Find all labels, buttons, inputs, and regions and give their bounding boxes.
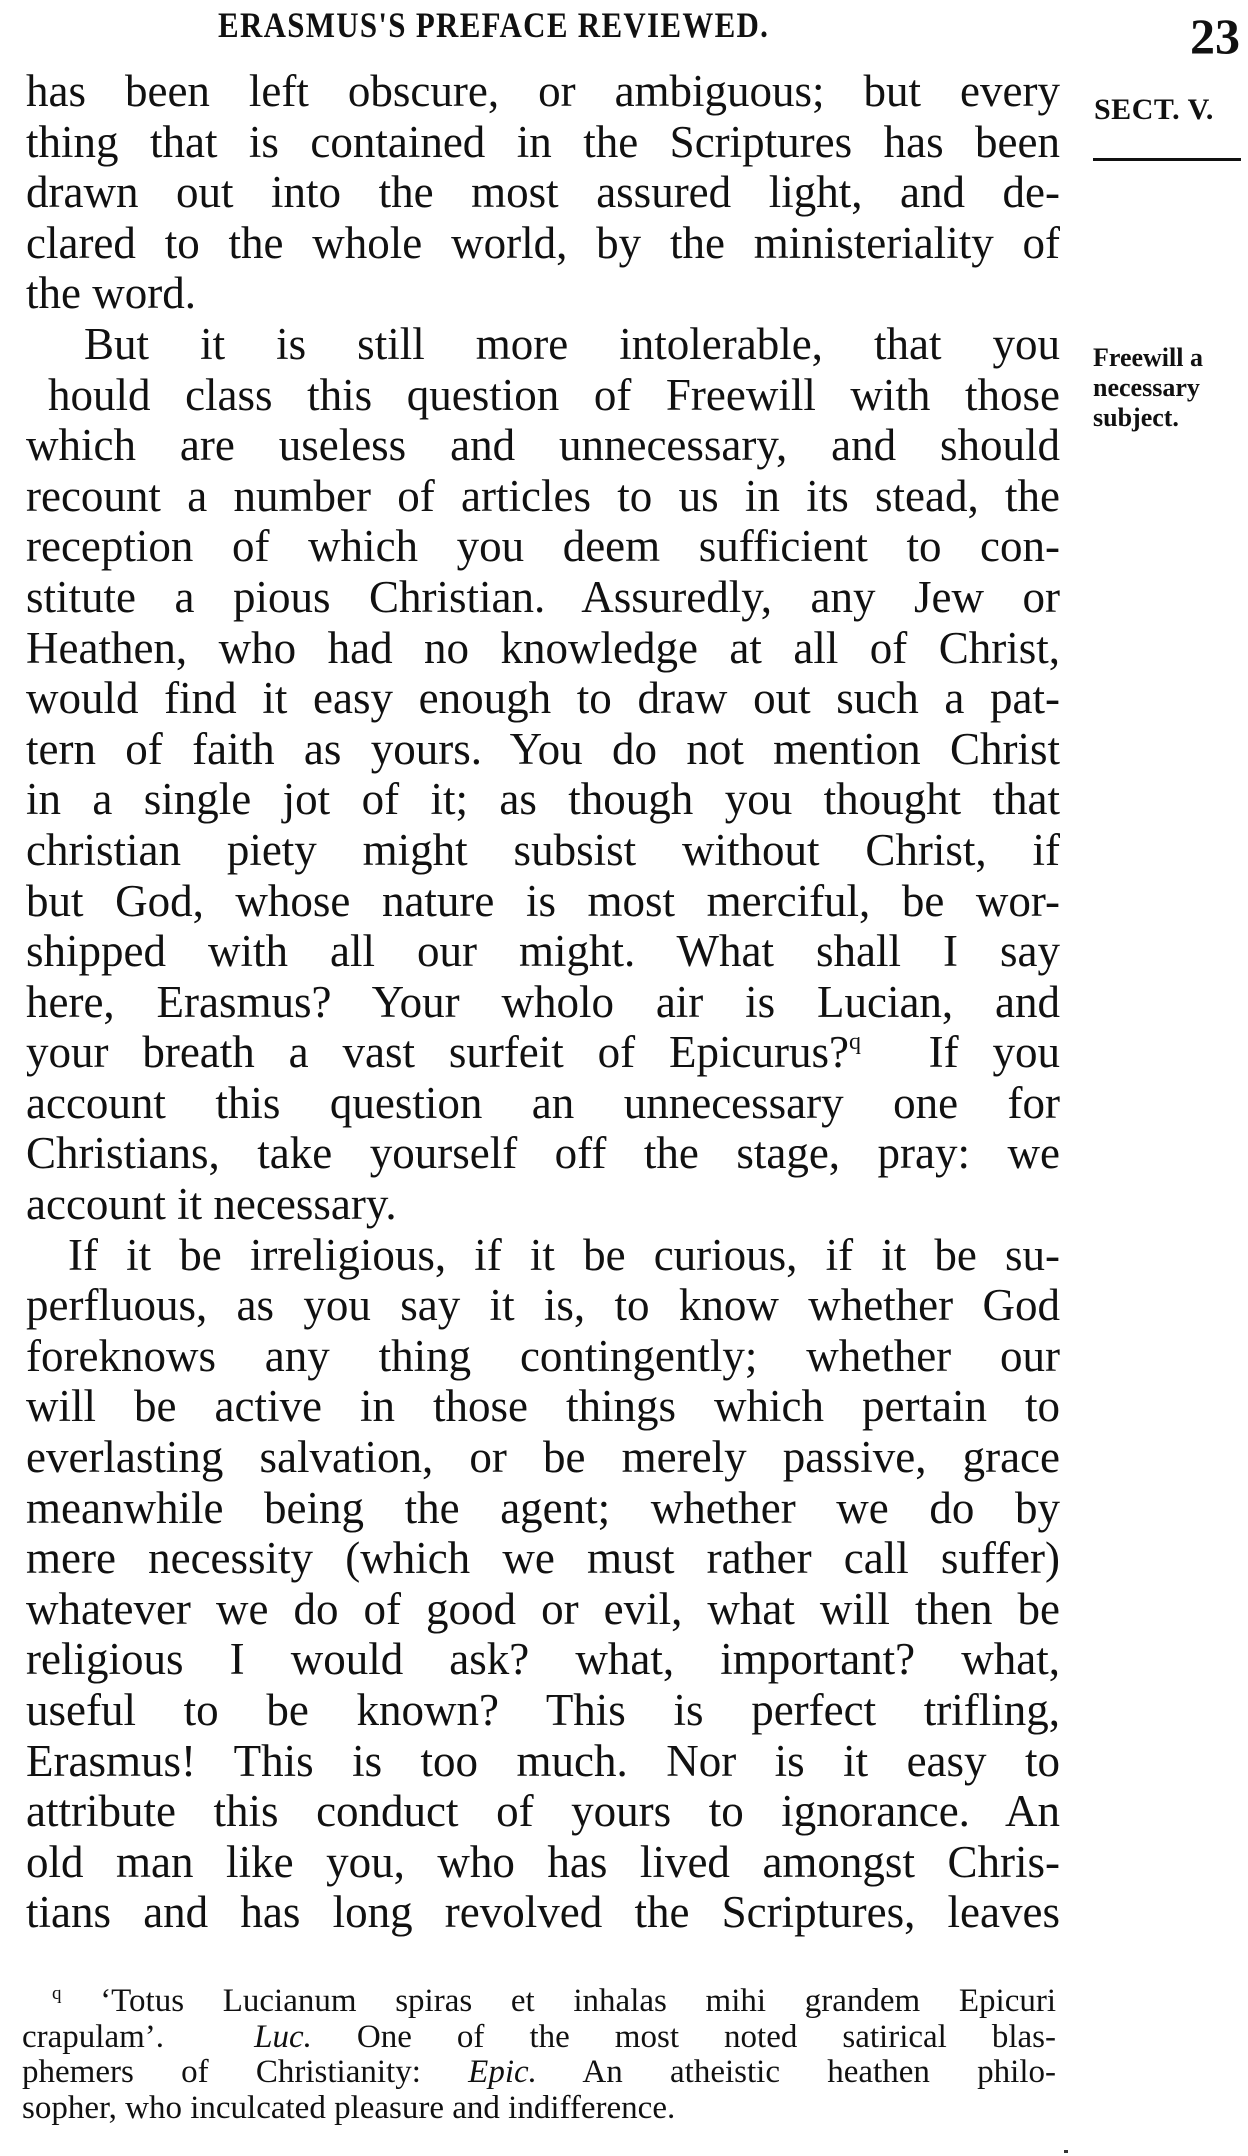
footnote-line: [22, 2055, 1056, 2091]
body-line: here, Erasmus? Your wholo air is Lucian, and: [26, 976, 1060, 1027]
margin-rule-divider: [1093, 158, 1241, 161]
body-line: drawn out into the most assured light, and de-: [26, 167, 1060, 218]
body-line: account it necessary.: [26, 1179, 397, 1230]
footnote-line: sopher, who inculcated pleasure and indifference.: [22, 2089, 676, 2126]
footnote-marker: q: [52, 1983, 62, 2004]
body-line: foreknows any thing contingently; whether our: [26, 1330, 1060, 1381]
paragraph-start-line: If it be irreligious, if it be curious, if it be su-: [68, 1229, 1060, 1280]
footnote-line: [22, 1984, 1056, 2020]
body-line: the word.: [26, 268, 196, 319]
body-line: useful to be known? This is perfect trifling,: [26, 1685, 1060, 1735]
body-line: Erasmus! This is too much. Nor is it easy to: [26, 1735, 1060, 1786]
body-line: old man like you, who has lived amongst Chris-: [26, 1836, 1060, 1887]
margin-section-label: SECT. V.: [1094, 93, 1214, 126]
body-line-with-footnote-ref: [26, 1027, 1060, 1078]
body-text: [26, 66, 1060, 1938]
margin-note: [1093, 343, 1203, 433]
body-line: but God, whose nature is most merciful, be wor-: [26, 875, 1060, 926]
body-line: religious I would ask? what, important? what,: [26, 1634, 1060, 1685]
body-line: christian piety might subsist without Christ, if: [26, 824, 1060, 875]
body-line: in a single jot of it; as though you thought that: [26, 774, 1060, 825]
body-line: attribute this conduct of yours to ignorance. An: [26, 1786, 1060, 1837]
footnote-text: phemers of Christianity:: [22, 2054, 421, 2090]
body-line: account this question an unnecessary one for: [26, 1077, 1060, 1128]
body-line: tern of faith as yours. You do not mention Christ: [26, 723, 1060, 774]
footnote-abbrev-epic: Epic.: [468, 2054, 537, 2090]
page-number: 23: [1190, 8, 1240, 64]
footnote-abbrev-luc: Luc.: [254, 2018, 312, 2055]
footnote-text: crapulam’.: [22, 2018, 165, 2055]
footnote-text: One of the most noted satirical blas-: [356, 2018, 1057, 2055]
footnote-text: ‘Totus Lucianum spiras et inhalas mihi grandem Epicuri: [100, 1983, 1056, 2019]
footnote-text: An atheistic heathen philo-: [582, 2054, 1056, 2090]
body-line: Heathen, who had no knowledge at all of Christ,: [26, 622, 1060, 673]
body-line: which are useless and unnecessary, and should: [26, 420, 1060, 471]
body-line: mere necessity (which we must rather call suffer): [26, 1533, 1060, 1584]
body-line: perfluous, as you say it is, to know whether God: [26, 1280, 1060, 1331]
body-line: tians and has long revolved the Scriptures, leaves: [26, 1887, 1060, 1938]
body-line: would find it easy enough to draw out such a pat-: [26, 673, 1060, 724]
running-head: ERASMUS'S PREFACE REVIEWED.: [218, 5, 770, 45]
body-line: has been left obscure, or ambiguous; but every: [26, 66, 1060, 116]
margin-note-line: Freewill a: [1093, 343, 1203, 372]
body-line: stitute a pious Christian. Assuredly, any Jew or: [26, 571, 1060, 622]
body-line-text: If you: [928, 1027, 1061, 1078]
body-line: whatever we do of good or evil, what will then be: [26, 1583, 1060, 1634]
scan-artifact-mark: [1064, 2150, 1068, 2153]
footnote: [22, 1984, 1056, 2126]
body-line: thing that is contained in the Scriptures has been: [26, 116, 1060, 167]
body-line-text: your breath a vast surfeit of Epicurus?: [26, 1027, 849, 1078]
margin-note-line: necessary: [1093, 373, 1200, 402]
body-line: reception of which you deem sufficient to con-: [26, 521, 1060, 572]
footnote-line: [22, 2020, 1056, 2056]
body-line: will be active in those things which pertain to: [26, 1381, 1060, 1432]
body-line: shipped with all our might. What shall I say: [26, 926, 1060, 977]
body-line: Christians, take yourself off the stage, pray: we: [26, 1128, 1060, 1179]
body-line: hould class this question of Freewill with those: [48, 369, 1060, 420]
margin-note-line: subject.: [1093, 403, 1179, 432]
paragraph-start-line: But it is still more intolerable, that you: [84, 318, 1060, 369]
body-line: meanwhile being the agent; whether we do by: [26, 1482, 1060, 1533]
body-line: everlasting salvation, or be merely passive, grace: [26, 1432, 1060, 1483]
body-line: recount a number of articles to us in its stead, the: [26, 470, 1060, 521]
body-line: clared to the whole world, by the ministeriality of: [26, 217, 1060, 268]
footnote-reference-q[interactable]: q: [848, 1029, 861, 1056]
